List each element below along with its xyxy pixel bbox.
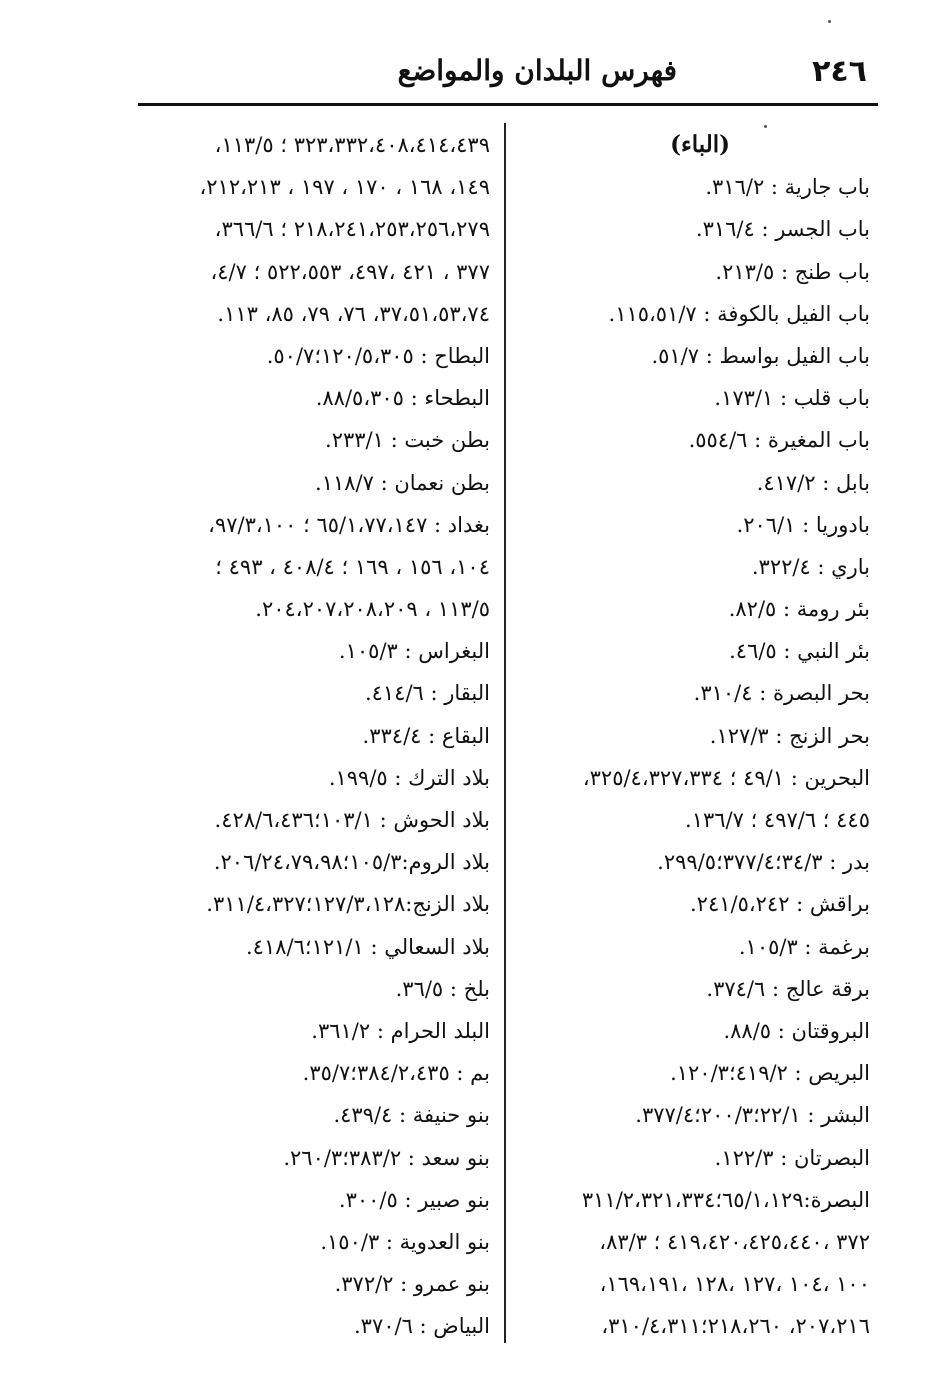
index-entry: براقش : ٢٤١/٥،٢٤٢.: [689, 892, 870, 917]
index-entry: بم : ٣٨٤/٢،٤٣٥؛٣٥/٧.: [302, 1061, 490, 1086]
index-entry: بغداد : ٦٥/١،٧٧،١٤٧ ؛ ٩٧/٣،١٠٠،: [208, 512, 490, 537]
index-entry-continuation: ١٤٩، ١٦٨ ، ١٧٠ ، ١٩٧ ، ٢١٢،٢١٣،: [199, 175, 490, 200]
index-entry: البحرين : ٤٩/١ ؛ ٣٢٥/٤،٣٢٧،٣٣٤،: [582, 765, 870, 790]
index-entry: بنو العدوية : ١٥٠/٣.: [320, 1229, 490, 1254]
index-entry-continuation: ٢١٨،٢٤١،٢٥٣،٢٥٦،٢٧٩ ؛ ٣٦٦/٦،: [214, 217, 490, 242]
index-entry: بئر رومة : ٨٢/٥.: [728, 597, 870, 622]
index-entry: بلاد الترك : ١٩٩/٥.: [328, 765, 490, 790]
index-entry-continuation: ٤٤٥ ؛ ٤٩٧/٦ ؛ ١٣٦/٧.: [685, 808, 870, 832]
index-entry: بحر الزنج : ١٢٧/٣.: [709, 723, 870, 748]
index-entry-continuation: ٣٢٣،٣٣٢،٤٠٨،٤١٤،٤٣٩ ؛ ١١٣/٥،: [214, 133, 490, 157]
index-entry: بنو حنيفة : ٤٣٩/٤.: [333, 1103, 490, 1128]
index-entry-continuation: ٢٠٧،٢١٦، ٢١٨،٢٦٠؛٣١٠/٤،٣١١،: [601, 1314, 870, 1339]
index-entry: بطن نعمان : ١١٨/٧.: [315, 470, 490, 495]
index-entry: بطن خبت : ٢٣٣/١.: [325, 428, 490, 453]
index-entry: باب الفيل بواسط : ٥١/٧.: [651, 343, 870, 368]
header-rule: [138, 103, 878, 106]
index-entry-continuation: ١١٣/٥ ، ٢٠٤،٢٠٧،٢٠٨،٢٠٩.: [255, 597, 490, 622]
index-entry: باب الفيل بالكوفة : ١١٥،٥١/٧.: [608, 301, 870, 326]
index-entry: بحر البصرة : ٣١٠/٤.: [693, 681, 870, 706]
scan-speck: [828, 20, 831, 23]
index-entry: بلاد الزنج:١٢٧/٣،١٢٨؛٣١١/٤،٣٢٧.: [206, 892, 490, 917]
index-entry-continuation: ١٠٠ ،١٠٤ ،١٢٧ ،١٢٨ ،١٦٩،١٩١،: [599, 1272, 870, 1297]
index-entry: بادوريا : ٢٠٦/١.: [736, 512, 870, 537]
index-entry-continuation: ٣٧٧ ، ٤٢١ ،٤٩٧، ٥٢٢،٥٥٣ ؛ ٤/٧،: [210, 259, 490, 284]
index-entry: البلد الحرام : ٣٦١/٢.: [311, 1018, 490, 1043]
index-entry: باب المغيرة : ٥٥٤/٦.: [688, 428, 870, 453]
index-entry-continuation: ٣٧،٥١،٥٣،٧٤، ٧٦، ٧٩، ٨٥، ١١٣.: [217, 301, 490, 326]
index-entry: البروقتان : ٨٨/٥.: [723, 1018, 870, 1043]
index-entry: البطحاء : ٨٨/٥،٣٠٥.: [315, 386, 490, 411]
index-entry: بابل : ٤١٧/٢.: [756, 470, 870, 495]
index-entry-continuation: ١٠٤، ١٥٦ ، ١٦٩ ؛ ٤٠٨/٤ ، ٤٩٣ ؛: [215, 554, 490, 579]
index-entry: البياض : ٣٧٠/٦.: [353, 1314, 490, 1339]
index-entry: بدر : ٣٤/٣؛٣٧٧/٤؛٢٩٩/٥.: [657, 850, 870, 875]
index-entry: البقار : ٤١٤/٦.: [364, 681, 490, 706]
index-entry: برغمة : ١٠٥/٣.: [738, 934, 870, 959]
section-heading: (الباء): [670, 131, 730, 158]
index-entry: البقاع : ٣٣٤/٤.: [362, 723, 490, 748]
index-entry: البريص : ٤١٩/٢؛١٢٠/٣.: [670, 1061, 870, 1086]
page-number: ٢٤٦: [812, 54, 867, 89]
index-entry: البطاح : ١٢٠/٥،٣٠٥؛٥٠/٧.: [266, 343, 490, 368]
index-entry: البشر : ٢٢/١؛٢٠٠/٣؛٣٧٧/٤.: [635, 1103, 870, 1128]
index-entry: بنو صبير : ٣٠٠/٥.: [338, 1187, 490, 1212]
index-entry: بلاد السعالي : ١٢١/١؛٤١٨/٦.: [245, 934, 490, 959]
index-entry: البصرتان : ١٢٢/٣.: [714, 1145, 870, 1170]
page-header: [138, 50, 867, 100]
index-entry: البغراس : ١٠٥/٣.: [338, 639, 490, 664]
running-title: فهرس البلدان والمواضع: [397, 54, 677, 87]
index-entry: بنو سعد : ٣٨٣/٢؛٢٦٠/٣.: [283, 1145, 490, 1170]
index-entry: بنو عمرو : ٣٧٢/٢.: [334, 1272, 490, 1297]
index-entry-continuation: ٣٧٢ ،٤١٩،٤٢٠،٤٢٥،٤٤٠ ؛ ٨٣/٣،: [599, 1229, 870, 1254]
index-entry: بلخ : ٣٦/٥.: [395, 976, 490, 1001]
index-entry: باب قلب : ١٧٣/١.: [714, 386, 870, 411]
right-column: [460, 124, 870, 1347]
left-column: [120, 124, 490, 1347]
index-entry: بئر النبي : ٤٦/٥.: [729, 639, 870, 664]
index-entry: باري : ٣٢٢/٤.: [751, 554, 870, 579]
index-entry: باب الجسر : ٣١٦/٤.: [695, 217, 870, 242]
index-entry: بلاد الروم:١٠٥/٣؛٢٠٦/٢٤،٧٩،٩٨.: [213, 850, 490, 875]
index-entry: برقة عالج : ٣٧٤/٦.: [706, 976, 870, 1001]
index-entry: البصرة:٦٥/١،١٢٩؛٣١١/٢،٣٢١،٣٣٤: [581, 1187, 870, 1212]
index-entry: باب طنج : ٢١٣/٥.: [715, 259, 870, 284]
index-entry: باب جارية : ٣١٦/٢.: [705, 175, 870, 200]
index-entry: بلاد الحوش : ١٠٣/١؛٤٢٨/٦،٤٣٦.: [214, 808, 490, 832]
